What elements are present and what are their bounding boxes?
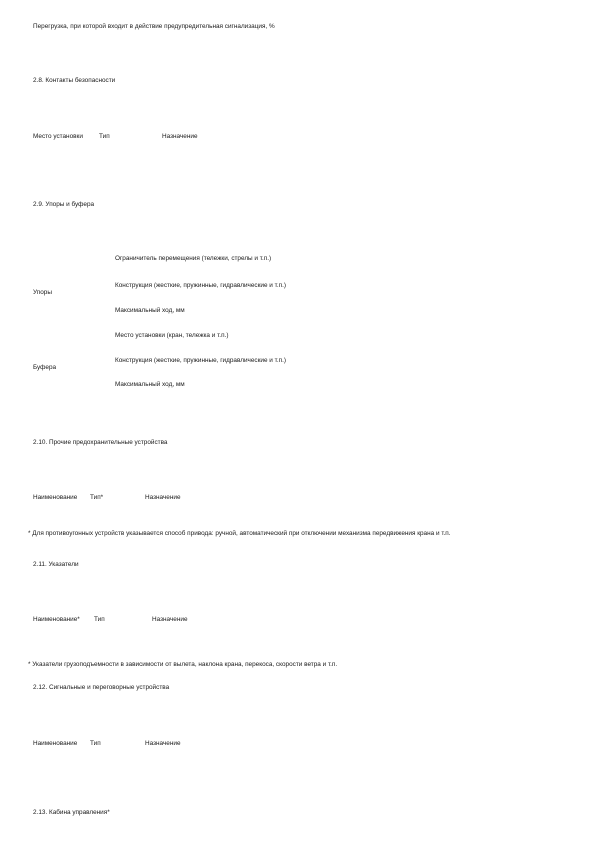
buffers-label: Буфера xyxy=(33,364,57,371)
sec-2-10-header-purpose: Назначение xyxy=(145,494,181,501)
sec-2-8-header-purpose: Назначение xyxy=(162,133,198,140)
sec-2-11-header-purpose: Назначение xyxy=(152,616,188,623)
sec-2-8-header-type: Тип xyxy=(99,133,110,140)
sec-2-12-header-type: Тип xyxy=(90,740,101,747)
sec-2-10-header-name: Наименование xyxy=(33,494,78,501)
sec-2-11-header-type: Тип xyxy=(94,616,105,623)
section-2-8-title: 2.8. Контакты безопасности xyxy=(33,77,116,84)
stops-row-construction: Конструкция (жесткие, пружинные, гидравлические и т.п.) xyxy=(115,282,286,289)
buffers-row-construction: Конструкция (жесткие, пружинные, гидравлические и т.п.) xyxy=(115,357,286,364)
buffers-row-max-travel: Максимальный ход, мм xyxy=(115,381,185,388)
section-2-13-title: 2.13. Кабина управления* xyxy=(33,809,110,816)
section-2-11-title: 2.11. Указатели xyxy=(33,561,79,568)
sec-2-10-footnote: * Для противоугонных устройств указывается способ привода: ручной, автоматический при отключении механизма передвижения крана и т.п. xyxy=(28,530,451,537)
sec-2-11-header-name: Наименование* xyxy=(33,616,80,623)
sec-2-10-header-type: Тип* xyxy=(90,494,104,501)
section-2-9-title: 2.9. Упоры и буфера xyxy=(33,201,95,208)
section-2-12-title: 2.12. Сигнальные и переговорные устройства xyxy=(33,684,170,691)
stops-row-max-travel: Максимальный ход, мм xyxy=(115,307,185,314)
overload-line: Перегрузка, при которой входит в действие предупредительная сигнализация, % xyxy=(33,23,275,30)
stops-row-limiter: Ограничитель перемещения (тележки, стрелы и т.п.) xyxy=(115,255,272,262)
sec-2-12-header-purpose: Назначение xyxy=(145,740,181,747)
section-2-10-title: 2.10. Прочие предохранительные устройства xyxy=(33,439,168,446)
buffers-row-location: Место установки (кран, тележка и т.п.) xyxy=(115,332,229,339)
sec-2-12-header-name: Наименование xyxy=(33,740,78,747)
sec-2-8-header-location: Место установки xyxy=(33,133,83,140)
sec-2-11-footnote: * Указатели грузоподъемности в зависимости от вылета, наклона крана, перекоса, скорости ветра и т.п. xyxy=(28,661,338,668)
stops-label: Упоры xyxy=(33,289,52,296)
